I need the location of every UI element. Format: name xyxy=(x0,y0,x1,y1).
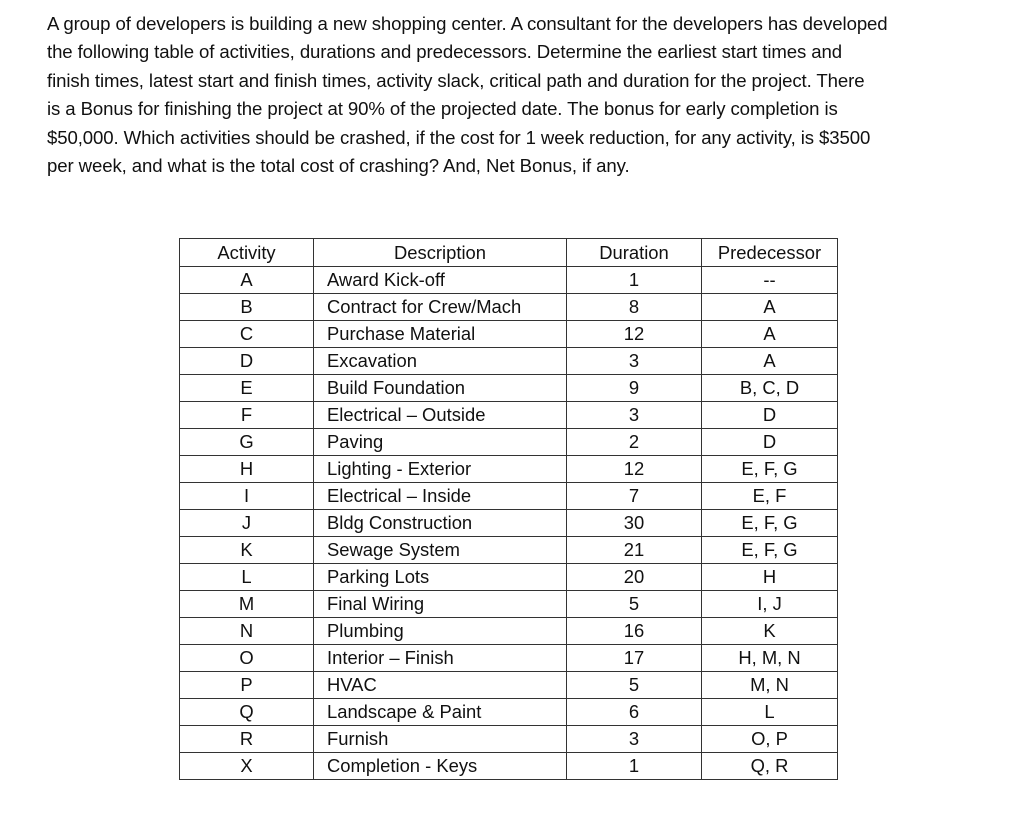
cell-duration: 3 xyxy=(567,402,702,429)
header-description: Description xyxy=(314,239,567,267)
cell-predecessor: E, F, G xyxy=(702,456,838,483)
table-body xyxy=(180,267,838,780)
activity-table xyxy=(179,238,838,780)
cell-predecessor: -- xyxy=(702,267,838,294)
cell-activity: L xyxy=(180,564,314,591)
cell-predecessor: Q, R xyxy=(702,753,838,780)
cell-predecessor: E, F xyxy=(702,483,838,510)
cell-activity: C xyxy=(180,321,314,348)
cell-duration: 6 xyxy=(567,699,702,726)
table-header-row xyxy=(180,239,838,267)
cell-description: Final Wiring xyxy=(314,591,567,618)
table-row xyxy=(180,402,838,429)
table-row xyxy=(180,537,838,564)
cell-activity: D xyxy=(180,348,314,375)
table-row xyxy=(180,429,838,456)
cell-predecessor: B, C, D xyxy=(702,375,838,402)
cell-duration: 8 xyxy=(567,294,702,321)
cell-description: Furnish xyxy=(314,726,567,753)
table-row xyxy=(180,348,838,375)
cell-activity: K xyxy=(180,537,314,564)
cell-description: Completion - Keys xyxy=(314,753,567,780)
cell-description: Landscape & Paint xyxy=(314,699,567,726)
cell-duration: 16 xyxy=(567,618,702,645)
table-row xyxy=(180,591,838,618)
table-row xyxy=(180,618,838,645)
cell-activity: B xyxy=(180,294,314,321)
table-row xyxy=(180,483,838,510)
cell-predecessor: A xyxy=(702,348,838,375)
header-predecessor: Predecessor xyxy=(702,239,838,267)
cell-activity: J xyxy=(180,510,314,537)
cell-activity: O xyxy=(180,645,314,672)
cell-description: Parking Lots xyxy=(314,564,567,591)
table-row xyxy=(180,456,838,483)
problem-line: is a Bonus for finishing the project at 90% of the projected date. The bonus for early completion is xyxy=(47,98,838,120)
cell-description: Contract for Crew/Mach xyxy=(314,294,567,321)
cell-predecessor: H, M, N xyxy=(702,645,838,672)
cell-activity: R xyxy=(180,726,314,753)
table-row xyxy=(180,375,838,402)
cell-predecessor: E, F, G xyxy=(702,537,838,564)
table-row xyxy=(180,672,838,699)
cell-description: Interior – Finish xyxy=(314,645,567,672)
cell-activity: E xyxy=(180,375,314,402)
table-row xyxy=(180,645,838,672)
table-row xyxy=(180,726,838,753)
cell-duration: 3 xyxy=(567,348,702,375)
cell-activity: X xyxy=(180,753,314,780)
cell-activity: H xyxy=(180,456,314,483)
cell-description: Award Kick-off xyxy=(314,267,567,294)
cell-activity: Q xyxy=(180,699,314,726)
cell-duration: 17 xyxy=(567,645,702,672)
cell-description: Paving xyxy=(314,429,567,456)
cell-activity: I xyxy=(180,483,314,510)
cell-activity: P xyxy=(180,672,314,699)
cell-predecessor: E, F, G xyxy=(702,510,838,537)
cell-description: Electrical – Inside xyxy=(314,483,567,510)
cell-duration: 1 xyxy=(567,753,702,780)
cell-duration: 12 xyxy=(567,321,702,348)
problem-line: A group of developers is building a new shopping center. A consultant for the developers has developed xyxy=(47,13,888,34)
cell-predecessor: D xyxy=(702,429,838,456)
header-activity: Activity xyxy=(180,239,314,267)
cell-predecessor: A xyxy=(702,294,838,321)
cell-activity: A xyxy=(180,267,314,294)
problem-line: the following table of activities, durations and predecessors. Determine the earliest start times and xyxy=(47,41,843,63)
cell-activity: N xyxy=(180,618,314,645)
cell-duration: 7 xyxy=(567,483,702,510)
table-row xyxy=(180,321,838,348)
cell-description: Excavation xyxy=(314,348,567,375)
cell-description: Purchase Material xyxy=(314,321,567,348)
cell-duration: 1 xyxy=(567,267,702,294)
table-row xyxy=(180,699,838,726)
cell-predecessor: H xyxy=(702,564,838,591)
table-row xyxy=(180,753,838,780)
table-row xyxy=(180,564,838,591)
cell-predecessor: L xyxy=(702,699,838,726)
cell-predecessor: A xyxy=(702,321,838,348)
cell-predecessor: K xyxy=(702,618,838,645)
cell-description: Lighting - Exterior xyxy=(314,456,567,483)
problem-statement xyxy=(47,10,1007,180)
cell-activity: F xyxy=(180,402,314,429)
cell-predecessor: D xyxy=(702,402,838,429)
table-row xyxy=(180,294,838,321)
problem-line: $50,000. Which activities should be crashed, if the cost for 1 week reduction, for any activity, is $3500 xyxy=(47,126,871,148)
cell-duration: 3 xyxy=(567,726,702,753)
cell-predecessor: I, J xyxy=(702,591,838,618)
cell-duration: 21 xyxy=(567,537,702,564)
table-row xyxy=(180,267,838,294)
cell-duration: 5 xyxy=(567,591,702,618)
cell-description: HVAC xyxy=(314,672,567,699)
table-row xyxy=(180,510,838,537)
cell-description: Plumbing xyxy=(314,618,567,645)
cell-predecessor: M, N xyxy=(702,672,838,699)
cell-description: Electrical – Outside xyxy=(314,402,567,429)
cell-duration: 12 xyxy=(567,456,702,483)
cell-predecessor: O, P xyxy=(702,726,838,753)
cell-activity: G xyxy=(180,429,314,456)
problem-line: finish times, latest start and finish times, activity slack, critical path and duration for the project. There xyxy=(47,69,865,91)
problem-line: per week, and what is the total cost of crashing? And, Net Bonus, if any. xyxy=(47,155,630,177)
cell-duration: 5 xyxy=(567,672,702,699)
cell-duration: 30 xyxy=(567,510,702,537)
cell-duration: 2 xyxy=(567,429,702,456)
cell-description: Bldg Construction xyxy=(314,510,567,537)
cell-description: Build Foundation xyxy=(314,375,567,402)
cell-description: Sewage System xyxy=(314,537,567,564)
cell-duration: 20 xyxy=(567,564,702,591)
cell-activity: M xyxy=(180,591,314,618)
header-duration: Duration xyxy=(567,239,702,267)
cell-duration: 9 xyxy=(567,375,702,402)
